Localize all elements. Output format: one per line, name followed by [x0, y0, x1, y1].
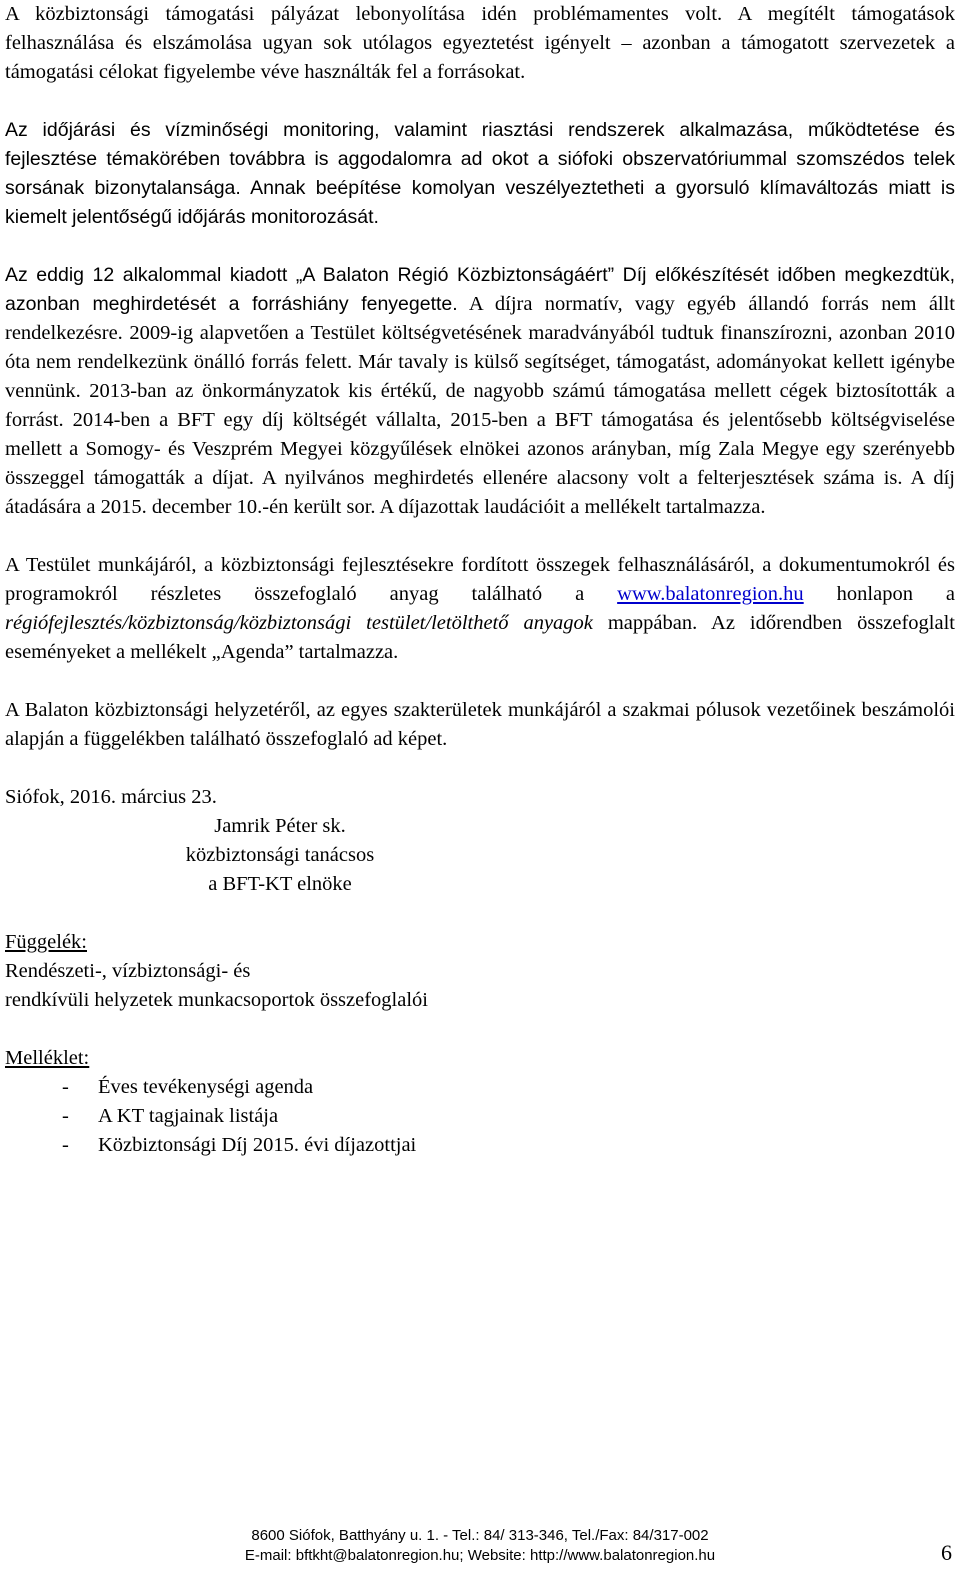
signature-name: Jamrik Péter sk.: [214, 815, 346, 837]
award-sentence-2: A díjra normatív, vagy egyéb állandó forrás nem állt rendelkezésre. 2009-ig alapvetően a Testület költségvetésének maradványából tudtuk finanszírozni, azonban 2010 óta nem rendelkezünk önálló forrás felett. Már tavaly is külső segítséget, támogatást, adományokat kellett igénybe vennünk. 2013-ban az önkormányzatok kis értékű, de nagyobb számú támogatása mellett cégek biztosították a forrást. 2014-ben a BFT egy díj költségét vállalta, 2015-ben a BFT támogatása és jelentősebb költségviselése mellett a Somogy- és Veszprém Megyei közgyűlések elnökei azonos arányban, míg Zala Megye egy szerényebb összeggel támogatták a díjat. A nyilvános meghirdetés ellenére alacsony volt a felterjesztések száma is. A díj átadására a 2015. december 10.-én került sor. A díjazottak laudációit a mellékelt tartalmazza.: [5, 293, 956, 518]
list-item: - Közbiztonsági Díj 2015. évi díjazottjai: [5, 1131, 955, 1160]
paragraph-documents: [5, 551, 955, 667]
paragraph-appendix-intro: A Balaton közbiztonsági helyzetéről, az egyes szakterületek munkájáról a szakmai pólusok vezetőinek beszámolói alapján a függelékben található összefoglaló ad képet.: [5, 699, 955, 750]
attachments-section: [5, 1044, 955, 1160]
documents-folder-path: régiófejlesztés/közbiztonság/közbiztonsági testület/letölthető anyagok: [5, 612, 593, 634]
attachments-list: [5, 1073, 955, 1160]
signature-role: közbiztonsági tanácsos: [185, 844, 375, 866]
list-item: - A KT tagjainak listája: [5, 1102, 955, 1131]
appendix-line-2: rendkívüli helyzetek munkacsoportok összefoglalói: [5, 989, 428, 1011]
attachment-item-label: Éves tevékenységi agenda: [98, 1076, 314, 1098]
documents-text-post: mappában. Az időrendben összefoglalt eseményeket a mellékelt „Agenda” tartalmazza.: [5, 612, 955, 663]
award-sentence-1: Az eddig 12 alkalommal kiadott „A Balaton Régió Közbiztonságáért” Díj előkészítését időben megkezdtük, azonban meghirdetését a forráshiány fenyegette.: [5, 264, 955, 315]
appendix-heading: Függelék:: [5, 931, 87, 953]
documents-text-pre: A Testület munkájáról, a közbiztonsági fejlesztésekre fordított összegek felhasználásáról, a dokumentumokról és programokról részletes összefoglaló anyag található a: [5, 554, 955, 605]
signature-title: a BFT-KT elnöke: [208, 873, 352, 895]
attachment-item-label: A KT tagjainak listája: [98, 1105, 279, 1127]
paragraph-grant-management: A közbiztonsági támogatási pályázat lebonyolítása idén problémamentes volt. A megítélt támogatások felhasználása és elszámolása ugyan sok utólagos egyeztetést igényelt – azonban a támogatott szervezetek a támogatási célokat figyelembe véve használták fel a forrásokat.: [5, 3, 955, 83]
page-footer: [0, 1526, 960, 1566]
list-item: - Éves tevékenységi agenda: [5, 1073, 955, 1102]
documents-text-mid: honlapon a: [803, 583, 955, 605]
place-date: Siófok, 2016. március 23.: [5, 786, 217, 808]
attachment-item-label: Közbiztonsági Díj 2015. évi díjazottjai: [98, 1134, 417, 1156]
footer-contact: E-mail: bftkht@balatonregion.hu; Website: http://www.balatonregion.hu: [244, 1547, 716, 1564]
signature-block: [5, 812, 555, 899]
paragraph-award: [5, 261, 955, 522]
appendix-section: [5, 928, 955, 1015]
paragraph-monitoring: [5, 116, 955, 232]
appendix-line-1: Rendészeti-, vízbiztonsági- és: [5, 960, 251, 982]
page-number: 6: [941, 1540, 952, 1565]
monitoring-sentence-2: Annak beépítése komolyan veszélyeztetheti a gyorsuló klímaváltozás miatt is kiemelt jelentőségű időjárás monitorozását.: [5, 177, 956, 228]
document-page: [5, 0, 955, 1160]
monitoring-sentence-1: Az időjárási és vízminőségi monitoring, valamint riasztási rendszerek alkalmazása, működtetése és fejlesztése témakörében továbbra is aggodalomra ad okot a siófoki obszervatóriummal szomszédos telek sorsának bizonytalansága.: [5, 119, 955, 199]
footer-address: 8600 Siófok, Batthyány u. 1. - Tel.: 84/ 313-346, Tel./Fax: 84/317-002: [251, 1527, 709, 1544]
balatonregion-link[interactable]: www.balatonregion.hu: [617, 583, 804, 605]
attachments-heading: Melléklet:: [5, 1047, 90, 1069]
